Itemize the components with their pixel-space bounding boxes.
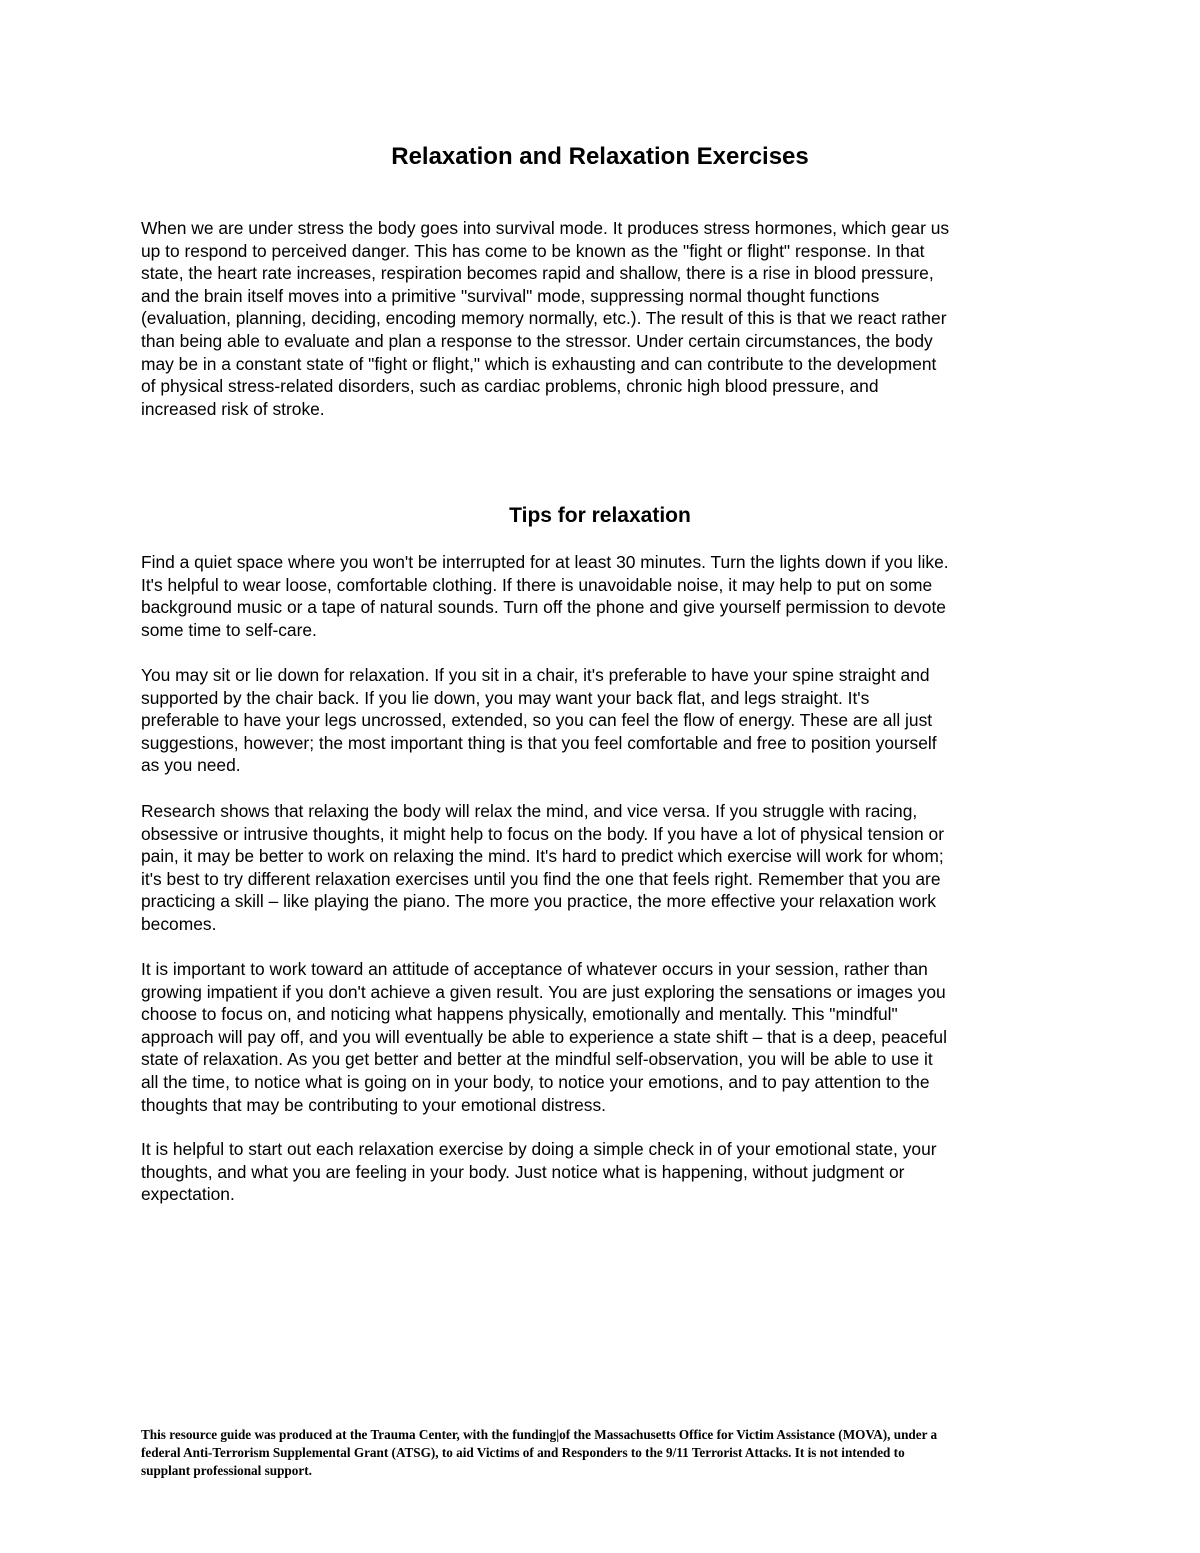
tips-paragraph-research: Research shows that relaxing the body will relax the mind, and vice versa. If you struggle with racing, obsessive or intrusive thoughts, it might help to focus on the body. If you have a lot of physical tension or pain, it may be better to work on relaxing the mind. It's hard to predict which exercise will work for whom; it's best to try different relaxation exercises until you find the one that feels right. Remember that you are practicing a skill – like playing the piano. The more you practice, the more effective your relaxation work becomes.	[141, 801, 945, 934]
tips-paragraph-acceptance: It is important to work toward an attitude of acceptance of whatever occurs in your session, rather than growing impatient if you don't achieve a given result. You are just exploring the sensations or images you choose to focus on, and noticing what happens physically, emotionally and mentally. This "mindful" approach will pay off, and you will eventually be able to experience a state shift – that is a deep, peaceful state of relaxation. As you get better and better at the mindful self-observation, you will be able to use it all the time, to notice what is going on in your body, to notice your emotions, and to pay attention to the thoughts that may be contributing to your emotional distress.	[141, 959, 947, 1115]
tips-paragraph-posture: You may sit or lie down for relaxation. If you sit in a chair, it's preferable to have your spine straight and supported by the chair back. If you lie down, you may want your back flat, and legs straight. It's preferable to have your legs uncrossed, extended, so you can feel the flow of energy. These are all just suggestions, however; the most important thing is that you feel comfortable and free to position yourself as you need.	[141, 665, 937, 776]
tips-heading: Tips for relaxation	[509, 504, 691, 527]
funding-footnote: This resource guide was produced at the Trauma Center, with the funding|of the Massachusetts Office for Victim Assistance (MOVA), under a federal Anti-Terrorism Supplemental Grant (ATSG), to aid Victims of and Responders to the 9/11 Terrorist Attacks. It is not intended to supplant professional support.	[141, 1427, 938, 1478]
tips-paragraph-check-in: It is helpful to start out each relaxation exercise by doing a simple check in of your emotional state, your thoughts, and what you are feeling in your body. Just notice what is happening, without judgment or expectation.	[141, 1139, 937, 1205]
document-title: Relaxation and Relaxation Exercises	[391, 143, 809, 170]
intro-paragraph: When we are under stress the body goes into survival mode. It produces stress hormones, which gear us up to respond to perceived danger. This has come to be known as the "fight or flight" response. In that state, the heart rate increases, respiration becomes rapid and shallow, there is a rise in blood pressure, and the brain itself moves into a primitive "survival" mode, suppressing normal thought functions (evaluation, planning, deciding, encoding memory normally, etc.). The result of this is that we react rather than being able to evaluate and plan a response to the stressor. Under certain circumstances, the body may be in a constant state of "fight or flight," which is exhausting and can contribute to the development of physical stress-related disorders, such as cardiac problems, chronic high blood pressure, and increased risk of stroke.	[141, 218, 950, 419]
tips-paragraph-quiet-space: Find a quiet space where you won't be interrupted for at least 30 minutes. Turn the lights down if you like. It's helpful to wear loose, comfortable clothing. If there is unavoidable noise, it may help to put on some background music or a tape of natural sounds. Turn off the phone and give yourself permission to devote some time to self-care.	[141, 552, 949, 640]
